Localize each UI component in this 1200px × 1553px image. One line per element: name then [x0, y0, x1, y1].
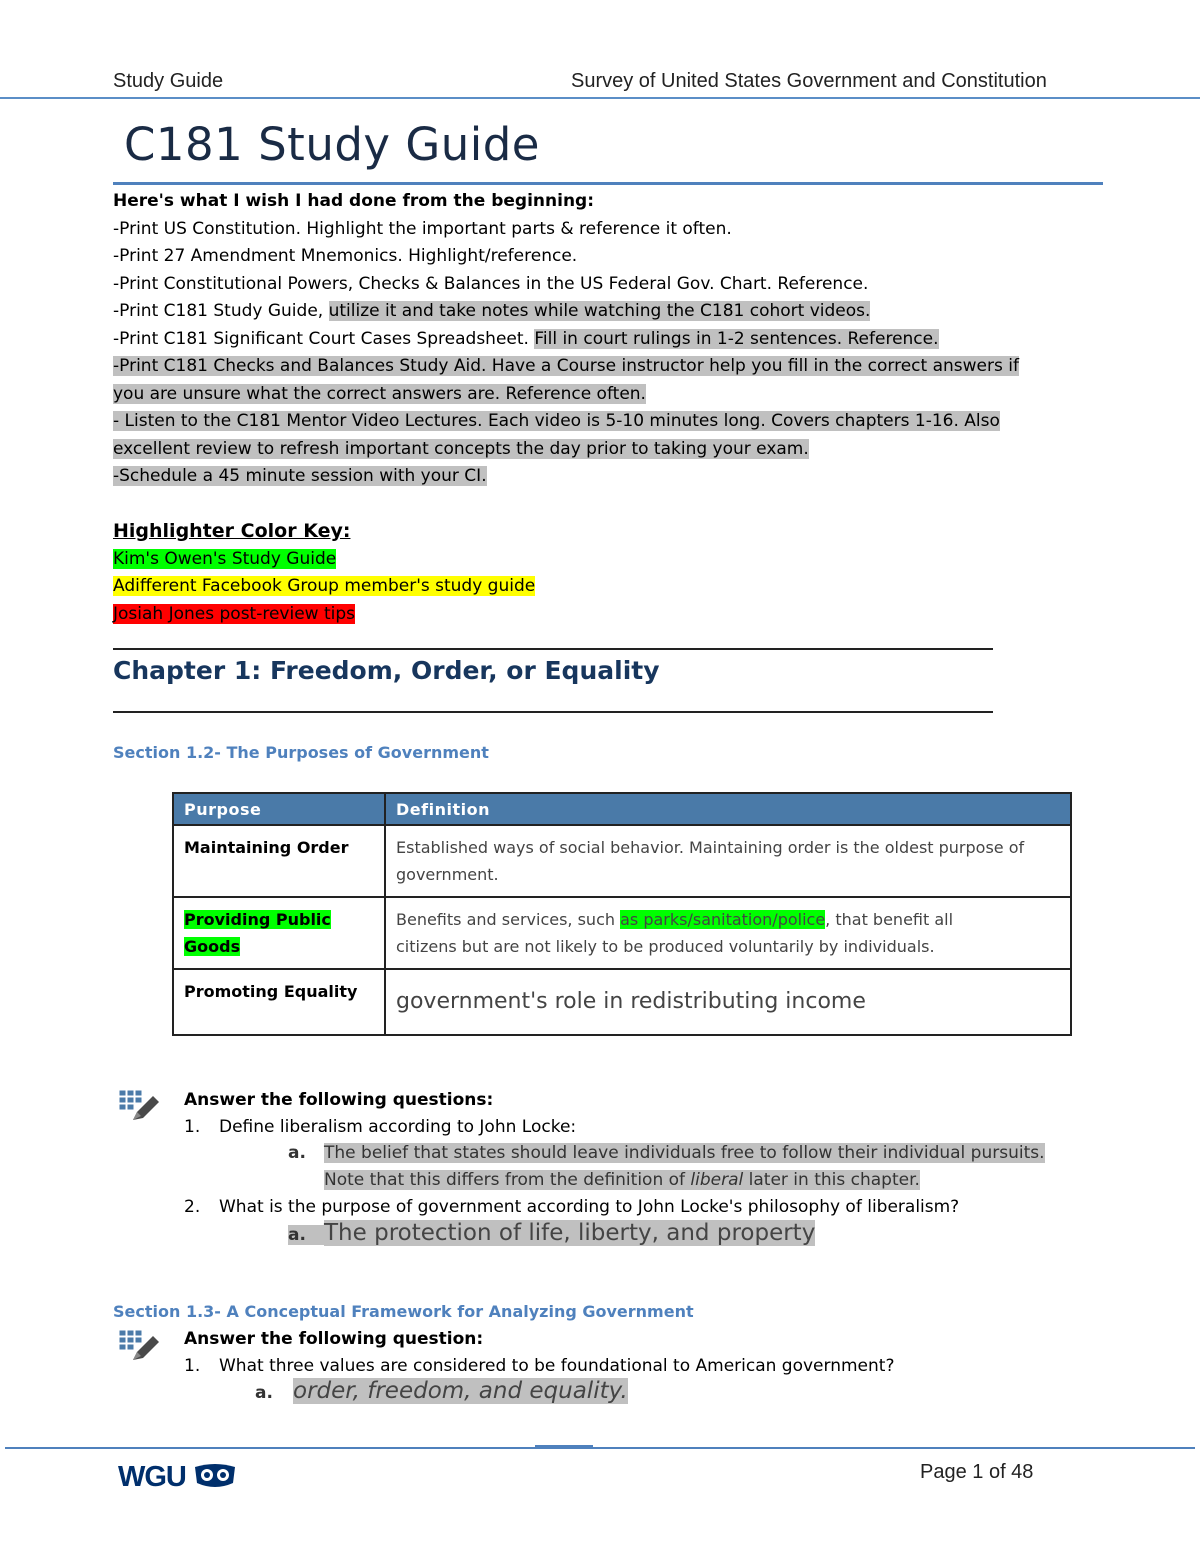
definition-highlight: as parks/sanitation/police [620, 910, 826, 929]
intro-line: -Print Constitutional Powers, Checks & Balances in the US Federal Gov. Chart. Reference. [113, 273, 869, 294]
purpose-cell: Maintaining Order [173, 825, 385, 897]
color-key-title: Highlighter Color Key: [113, 520, 351, 542]
header-right: Survey of United States Government and Constitution [571, 70, 1047, 92]
title-divider [113, 182, 1103, 185]
intro-line-highlight: Fill in court rulings in 1-2 sentences. Reference. [534, 328, 939, 349]
intro-line [113, 436, 1113, 464]
definition-cell [385, 969, 1071, 1035]
answer-label: a. [255, 1383, 273, 1403]
question-number: 1. [184, 1356, 201, 1376]
purpose-cell [173, 897, 385, 969]
section-heading: Section 1.2- The Purposes of Government [113, 743, 489, 762]
intro-line-text: -Print C181 Significant Court Cases Spreadsheet. [113, 328, 535, 349]
section-heading: Section 1.3- A Conceptual Framework for Analyzing Government [113, 1302, 694, 1321]
answer-block [288, 1140, 1045, 1194]
pencil-grid-icon [115, 1086, 163, 1126]
intro-line [113, 381, 1113, 409]
intro-line-highlight: excellent review to refresh important concepts the day prior to taking your exam. [113, 438, 809, 459]
definition-text: government's role in redistributing income [396, 989, 866, 1014]
intro-line [113, 408, 1113, 436]
color-key-red: Josiah Jones post-review tips [113, 603, 356, 624]
owl-icon [193, 1463, 237, 1489]
logo-text: WGU [118, 1461, 186, 1493]
question-text: What is the purpose of government according to John Locke's philosophy of liberalism? [219, 1197, 960, 1217]
table-header-purpose: Purpose [173, 793, 385, 825]
intro-line-highlight: utilize it and take notes while watching the C181 cohort videos. [328, 301, 871, 321]
question-text: What three values are considered to be foundational to American government? [219, 1356, 895, 1376]
intro-line: -Print 27 Amendment Mnemonics. Highlight/reference. [113, 246, 578, 266]
chapter-title: Chapter 1: Freedom, Order, or Equality [113, 656, 660, 685]
answer-text-part: Note that this differs from the definition of [324, 1170, 691, 1190]
color-key-green: Kim's Owen's Study Guide [113, 548, 337, 569]
color-key-yellow: Adifferent Facebook Group member's study guide [113, 576, 536, 596]
definition-text: citizens but are not likely to be produced voluntarily by individuals. [396, 937, 935, 956]
question-text: Define liberalism according to John Locke: [219, 1117, 577, 1137]
answer-text: The protection of life, liberty, and property [324, 1220, 816, 1246]
intro-line-text: -Print C181 Study Guide, [113, 301, 329, 321]
answer-label: a. [288, 1225, 324, 1245]
answer-text-part: later in this chapter. [743, 1170, 920, 1190]
definition-text: Benefits and services, such [396, 910, 621, 929]
intro-line [113, 298, 1113, 326]
purpose-highlight: Providing Public [184, 910, 331, 929]
answer-block [255, 1378, 628, 1404]
purposes-table [172, 792, 1072, 1036]
document-title: C181 Study Guide [124, 118, 540, 171]
question-block [184, 1194, 959, 1221]
definition-text: , that benefit all [825, 910, 954, 929]
intro-line-highlight: - Listen to the C181 Mentor Video Lectures. Each video is 5-10 minutes long. Covers chapters 1-16. Also [113, 411, 1000, 431]
intro-line-highlight: you are unsure what the correct answers are. Reference often. [113, 383, 646, 404]
intro-block [113, 188, 1113, 491]
answer-italic: liberal [690, 1170, 744, 1190]
intro-line-highlight: -Print C181 Checks and Balances Study Aid. Have a Course instructor help you fill in the correct answers if [113, 356, 1019, 376]
page-number: Page 1 of 48 [920, 1461, 1034, 1483]
table-row [173, 825, 1071, 897]
intro-line-highlight: -Schedule a 45 minute session with your CI. [113, 466, 487, 486]
answer-text [324, 1170, 920, 1190]
table-header-definition: Definition [385, 793, 1071, 825]
questions-heading: Answer the following question: [184, 1329, 484, 1349]
question-number: 1. [184, 1117, 201, 1137]
wgu-logo [118, 1461, 237, 1494]
answer-label: a. [288, 1143, 306, 1163]
color-key [113, 518, 535, 628]
definition-cell: Established ways of social behavior. Maintaining order is the oldest purpose of government. [385, 825, 1071, 897]
pencil-grid-icon [115, 1326, 163, 1366]
intro-heading: Here's what I wish I had done from the beginning: [113, 191, 595, 211]
purpose-highlight: Goods [184, 937, 241, 956]
chapter-bottom-rule [113, 711, 993, 713]
definition-cell [385, 897, 1071, 969]
intro-line [113, 326, 1113, 354]
answer-text: order, freedom, and equality. [293, 1378, 628, 1404]
footer-divider [5, 1447, 1195, 1449]
question-block [184, 1326, 894, 1380]
chapter-top-rule [113, 648, 993, 650]
purpose-cell: Promoting Equality [173, 969, 385, 1035]
answer-block [288, 1220, 815, 1246]
intro-line [113, 463, 1113, 491]
table-row [173, 969, 1071, 1035]
intro-line: -Print US Constitution. Highlight the important parts & reference it often. [113, 218, 732, 239]
header-divider [0, 97, 1200, 99]
footer-accent [535, 1445, 593, 1449]
questions-heading: Answer the following questions: [184, 1090, 494, 1110]
question-number: 2. [184, 1197, 201, 1217]
intro-line [113, 353, 1113, 381]
header-left: Study Guide [113, 70, 224, 92]
answer-text: The belief that states should leave individuals free to follow their individual pursuits. [324, 1143, 1045, 1163]
table-row [173, 897, 1071, 969]
question-block [184, 1087, 576, 1141]
